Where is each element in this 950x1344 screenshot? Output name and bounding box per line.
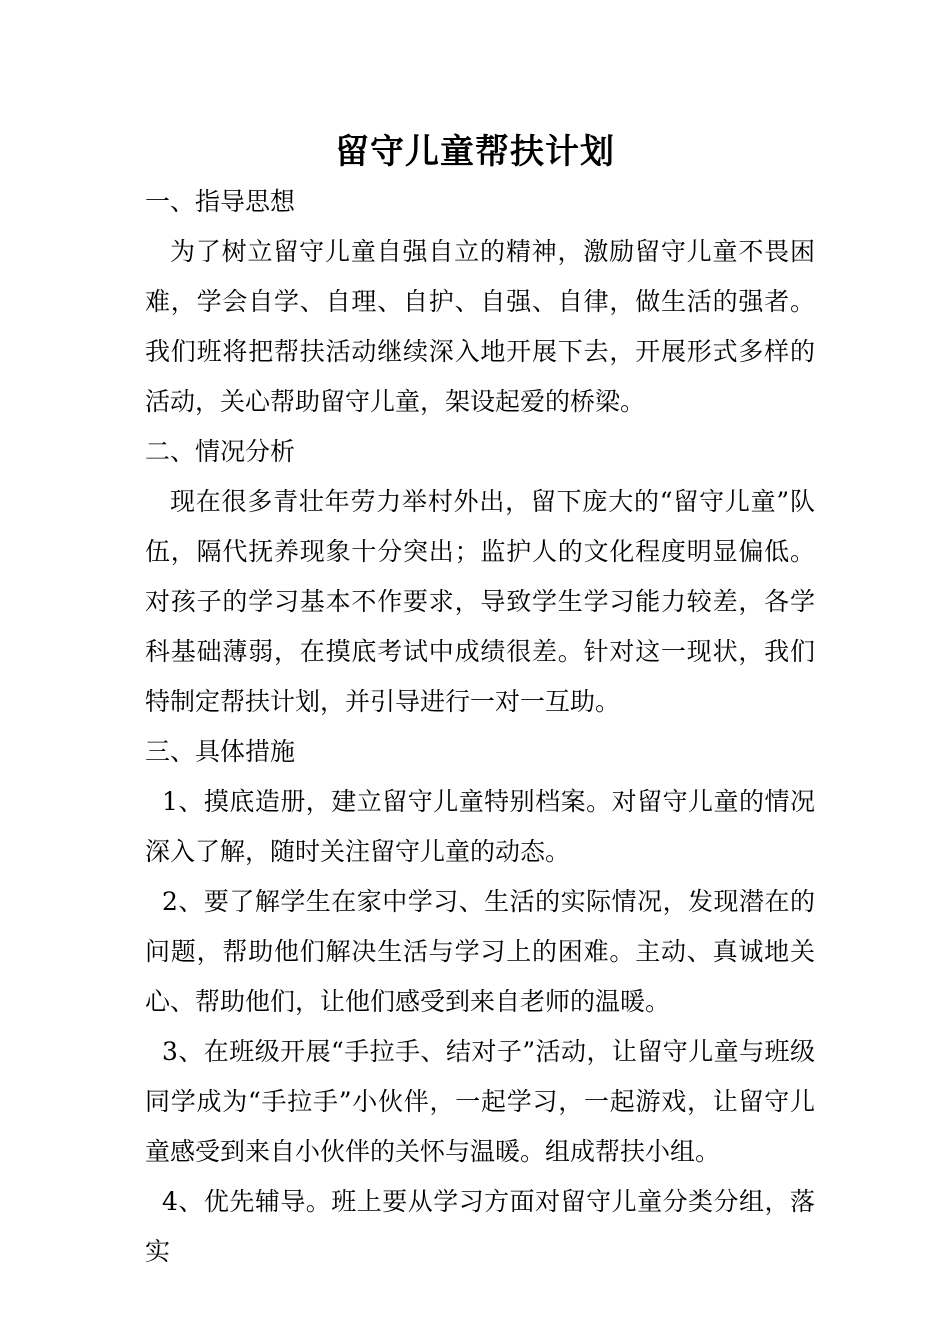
list-item: 1、摸底造册，建立留守儿童特别档案。对留守儿童的情况深入了解，随时关注留守儿童的动态。 [145, 787, 815, 866]
list-item: 2、要了解学生在家中学习、生活的实际情况，发现潜在的问题，帮助他们解决生活与学习上的困难。主动、真诚地关心、帮助他们，让他们感受到来自老师的温暖。 [145, 887, 815, 1016]
section-specific-measures [145, 727, 815, 1277]
list-item: 4、优先辅导。班上要从学习方面对留守儿童分类分组，落实 [145, 1187, 815, 1266]
section-situation-analysis [145, 427, 815, 727]
section-heading: 二、情况分析 [145, 437, 296, 466]
document-title: 留守儿童帮扶计划 [335, 132, 615, 172]
paragraph: 为了树立留守儿童自强自立的精神，激励留守儿童不畏困难，学会自学、自理、自护、自强、自律，做生活的强者。我们班将把帮扶活动继续深入地开展下去，开展形式多样的活动，关心帮助留守儿童，架设起爱的桥梁。 [145, 237, 815, 416]
section-guiding-ideology [145, 177, 815, 427]
section-heading: 一、指导思想 [145, 187, 296, 216]
document-body [145, 177, 815, 1277]
list-item: 3、在班级开展“手拉手、结对子”活动，让留守儿童与班级同学成为“手拉手”小伙伴，一起学习，一起游戏，让留守儿童感受到来自小伙伴的关怀与温暖。组成帮扶小组。 [145, 1037, 815, 1166]
paragraph: 现在很多青壮年劳力举村外出，留下庞大的“留守儿童”队伍，隔代抚养现象十分突出；监护人的文化程度明显偏低。对孩子的学习基本不作要求，导致学生学习能力较差，各学科基础薄弱，在摸底考试中成绩很差。针对这一现状，我们特制定帮扶计划，并引导进行一对一互助。 [145, 487, 815, 716]
section-heading: 三、具体措施 [145, 737, 296, 766]
